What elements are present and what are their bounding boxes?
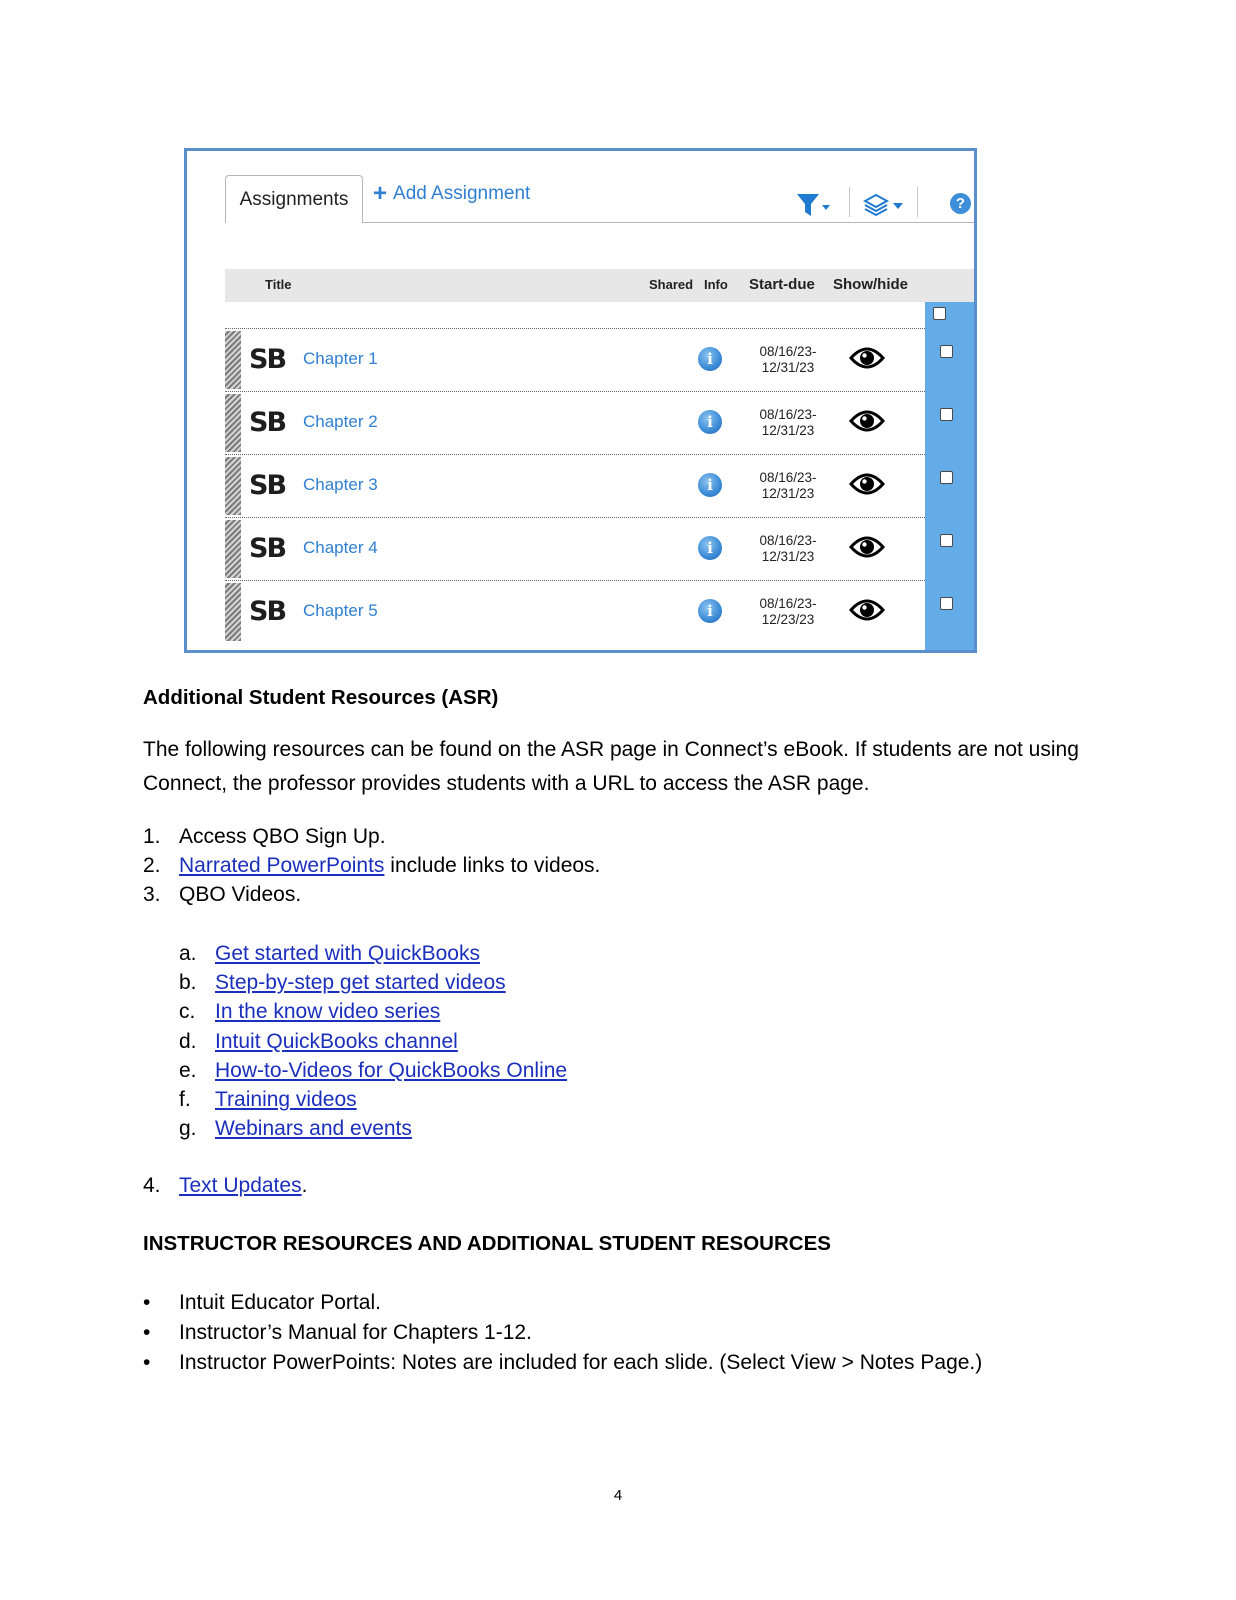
info-icon[interactable]: i [698, 347, 722, 371]
layers-dropdown[interactable] [863, 191, 907, 219]
start-due-dates [733, 407, 843, 439]
filter-dropdown[interactable] [795, 191, 831, 219]
table-row [225, 328, 925, 391]
select-all-checkbox[interactable] [933, 307, 946, 320]
text-updates-link[interactable]: Text Updates [179, 1174, 302, 1197]
table-row [225, 454, 925, 517]
start-due-dates [733, 533, 843, 565]
video-resource-link[interactable]: Training videos [215, 1088, 357, 1111]
smartbook-icon: SB [249, 533, 286, 564]
info-icon[interactable]: i [698, 410, 722, 434]
assignment-title-link[interactable]: Chapter 1 [303, 349, 378, 368]
video-resource-link[interactable]: Webinars and events [215, 1117, 412, 1141]
due-date: 12/31/23 [761, 423, 815, 438]
sub-item-letter: g. [179, 1117, 197, 1141]
row-checkbox[interactable] [940, 408, 953, 421]
drag-handle[interactable] [225, 331, 241, 389]
row-divider [225, 391, 925, 392]
smartbook-icon: SB [249, 470, 286, 501]
sub-item-letter: f. [179, 1088, 191, 1111]
narrated-powerpoints-link[interactable]: Narrated PowerPoints [179, 854, 385, 877]
row-checkbox[interactable] [940, 471, 953, 484]
bullet-icon: • [143, 1321, 151, 1344]
toolbar-divider [917, 187, 918, 217]
info-icon[interactable]: i [698, 473, 722, 497]
row-checkbox[interactable] [940, 345, 953, 358]
drag-handle[interactable] [225, 520, 241, 578]
bullet-icon: • [143, 1291, 151, 1314]
column-show-hide[interactable]: Show/hide [833, 276, 908, 293]
info-icon[interactable]: i [698, 536, 722, 560]
due-date: 12/31/23 [761, 486, 815, 501]
table-header [225, 269, 976, 302]
assignment-title-link[interactable]: Chapter 3 [303, 475, 378, 494]
tab-underline [363, 222, 976, 223]
asr-intro: The following resources can be found on the ASR page in Connect’s eBook. If students are not using Connect, the professor provides students with a URL to access the ASR page. [143, 738, 1079, 795]
start-due-dates [733, 470, 843, 502]
eye-icon[interactable] [849, 342, 885, 374]
assignment-title-link[interactable]: Chapter 2 [303, 412, 378, 431]
due-date: 12/23/23 [761, 612, 815, 627]
eye-icon[interactable] [849, 531, 885, 563]
sub-item-letter: a. [179, 942, 197, 965]
sub-item-letter: c. [179, 1000, 196, 1024]
assignments-panel [184, 148, 977, 653]
column-title[interactable]: Title [265, 277, 292, 292]
due-date: 12/31/23 [761, 360, 815, 375]
table-row [225, 580, 925, 643]
row-divider [225, 454, 925, 455]
assignment-title-link[interactable]: Chapter 5 [303, 601, 378, 620]
smartbook-icon: SB [249, 407, 286, 438]
help-icon[interactable]: ? [950, 193, 971, 214]
smartbook-icon: SB [249, 344, 286, 375]
video-resource-link[interactable]: Get started with QuickBooks [215, 942, 480, 965]
start-due-dates [733, 596, 843, 628]
filter-icon [795, 192, 831, 218]
sub-item-letter: b. [179, 971, 197, 995]
start-date: 08/16/23- [759, 407, 817, 422]
bullet-icon: • [143, 1351, 151, 1374]
row-checkbox[interactable] [940, 597, 953, 610]
eye-icon[interactable] [849, 405, 885, 437]
column-shared[interactable]: Shared [649, 277, 694, 292]
sub-item-letter: d. [179, 1029, 197, 1053]
row-divider [225, 328, 925, 329]
plus-icon: + [373, 180, 388, 207]
add-assignment-label: Add Assignment [393, 183, 531, 204]
column-info[interactable]: Info [704, 277, 728, 292]
video-resource-link[interactable]: Intuit QuickBooks channel [215, 1029, 458, 1053]
toolbar-divider [849, 187, 850, 217]
layers-icon [863, 192, 907, 218]
drag-handle[interactable] [225, 457, 241, 515]
eye-icon[interactable] [849, 468, 885, 500]
start-date: 08/16/23- [759, 344, 817, 359]
video-resource-link[interactable]: In the know video series [215, 1000, 441, 1024]
add-assignment-button[interactable] [373, 180, 531, 207]
row-checkbox[interactable] [940, 534, 953, 547]
due-date: 12/31/23 [761, 549, 815, 564]
start-due-dates [733, 344, 843, 376]
start-date: 08/16/23- [759, 533, 817, 548]
asr-heading: Additional Student Resources (ASR) [143, 686, 499, 709]
eye-icon[interactable] [849, 594, 885, 626]
smartbook-icon: SB [249, 596, 286, 627]
table-row [225, 517, 925, 580]
row-divider [225, 517, 925, 518]
column-start-due[interactable]: Start-due [749, 276, 815, 293]
page-number: 4 [613, 1487, 623, 1504]
drag-handle[interactable] [225, 583, 241, 641]
drag-handle[interactable] [225, 394, 241, 452]
start-date: 08/16/23- [759, 470, 817, 485]
instructor-heading: INSTRUCTOR RESOURCES AND ADDITIONAL STUDENT RESOURCES [143, 1232, 831, 1255]
table-row [225, 391, 925, 454]
sub-item-letter: e. [179, 1058, 197, 1082]
video-resource-link[interactable]: Step-by-step get started videos [215, 971, 506, 995]
assignment-title-link[interactable]: Chapter 4 [303, 538, 378, 557]
tab-assignments[interactable]: Assignments [225, 175, 363, 223]
video-resource-link[interactable]: How-to-Videos for QuickBooks Online [215, 1058, 568, 1082]
row-divider [225, 580, 925, 581]
info-icon[interactable]: i [698, 599, 722, 623]
start-date: 08/16/23- [759, 596, 817, 611]
